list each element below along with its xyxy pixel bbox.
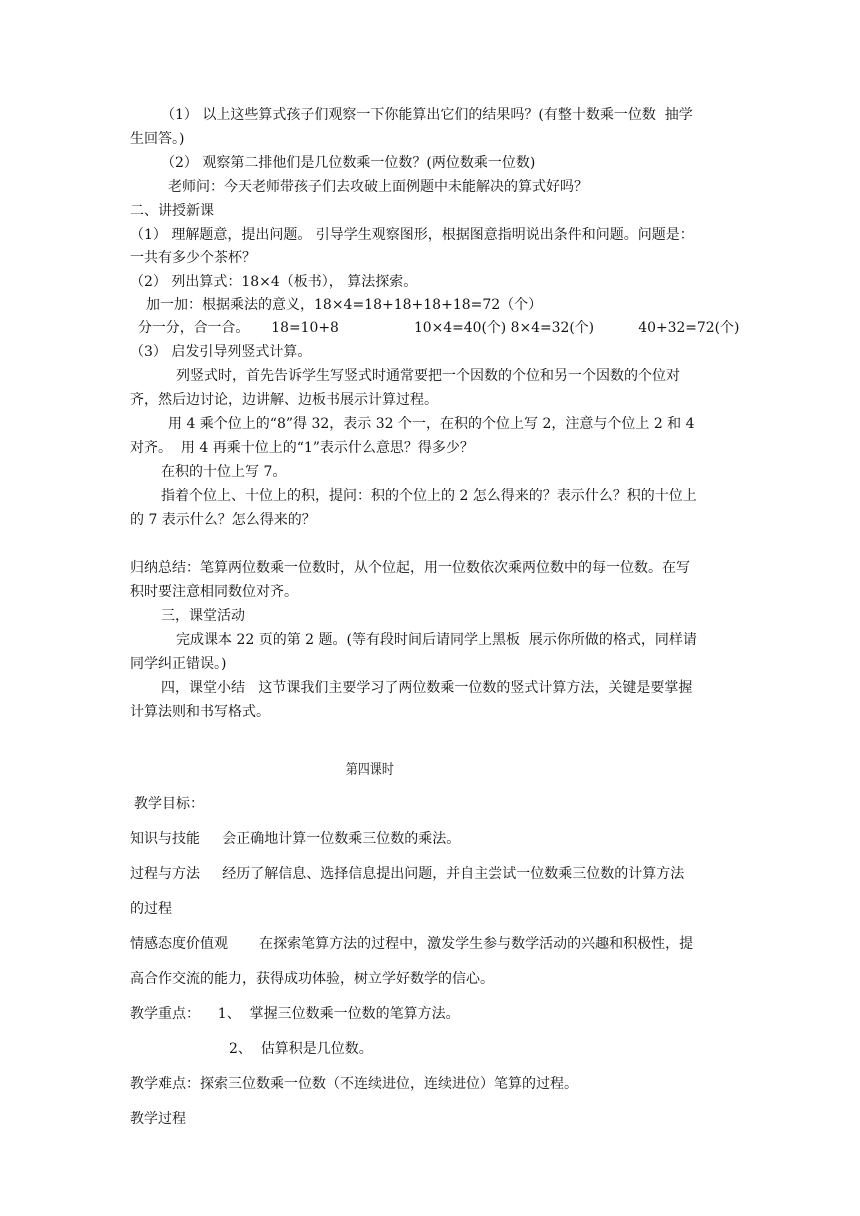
text-line: 老师问：今天老师带孩子们去攻破上面例题中未能解决的算式好吗？ — [168, 179, 588, 195]
text-line: 计算法则和书写格式。 — [130, 704, 270, 720]
section-heading: 三，课堂活动 — [161, 608, 245, 624]
section-heading: 二、讲授新课 — [130, 203, 214, 219]
text-line: 生回答。) — [130, 131, 185, 147]
text-line: 指着个位上、十位上的积，提问：积的个位上的 2 怎么得来的？表示什么？积的十位上 — [161, 488, 697, 504]
text-line: 齐，然后边讨论，边讲解、边板书展示计算过程。 — [130, 392, 438, 408]
text-line: （3） 启发引导列竖式计算。 — [130, 344, 312, 360]
text-line: 归纳总结：笔算两位数乘一位数时，从个位起，用一位数依次乘两位数中的每一位数。在写 — [130, 560, 690, 576]
lesson-title: 第四课时 — [345, 762, 394, 778]
text-line: 知识与技能 会正确地计算一位数乘三位数的乘法。 — [130, 831, 461, 847]
text-line: 分一分，合一合。 18=10+8 10×4=40(个) 8×4=32(个) 40+32=72(个) — [138, 320, 740, 336]
text-line: 教学难点：探索三位数乘一位数（不连续进位，连续进位）笔算的过程。 — [130, 1076, 578, 1092]
text-line: 积时要注意相同数位对齐。 — [130, 584, 298, 600]
text-line: 的 7 表示什么？怎么得来的？ — [130, 512, 316, 528]
text-line: （2） 列出算式：18×4（板书）， 算法探索。 — [130, 274, 418, 290]
text-line: （2） 观察第二排他们是几位数乘一位数？(两位数乘一位数) — [161, 155, 536, 171]
section-heading: 四，课堂小结 这节课我们主要学习了两位数乘一位数的竖式计算方法，关键是要掌握 — [161, 680, 693, 696]
text-line: 在积的十位上写 7。 — [161, 464, 287, 480]
text-line: 的过程 — [130, 901, 172, 917]
text-line: 高合作交流的能力，获得成功体验，树立学好数学的信心。 — [130, 971, 494, 987]
section-heading: 教学目标： — [134, 796, 204, 812]
section-heading: 教学过程 — [130, 1111, 186, 1127]
text-line: 加一加：根据乘法的意义，18×4=18+18+18+18=72（个） — [146, 297, 543, 313]
text-line: 过程与方法 经历了解信息、选择信息提出问题，并自主尝试一位数乘三位数的计算方法 — [130, 866, 685, 882]
text-line: （1） 理解题意，提出问题。 引导学生观察图形，根据图意指明说出条件和问题。问题是： — [130, 227, 694, 243]
text-line: 2、 估算积是几位数。 — [229, 1041, 373, 1057]
text-line: 同学纠正错误。) — [130, 656, 227, 672]
text-line: 用 4 乘个位上的“8”得 32，表示 32 个一，在积的个位上写 2，注意与个位上 2 和 4 — [168, 416, 695, 432]
text-line: 教学重点： 1、 掌握三位数乘一位数的笔算方法。 — [130, 1006, 460, 1022]
text-line: 一共有多少个茶杯？ — [130, 250, 256, 266]
text-line: 完成课本 22 页的第 2 题。(等有段时间后请同学上黑板 展示你所做的格式，同样请 — [176, 632, 697, 648]
text-line: 列竖式时，首先告诉学生写竖式时通常要把一个因数的个位和另一个因数的个位对 — [176, 368, 680, 384]
text-line: 情感态度价值观 在探索笔算方法的过程中，激发学生参与数学活动的兴趣和积极性，提 — [130, 936, 694, 952]
text-line: （1） 以上这些算式孩子们观察一下你能算出它们的结果吗？(有整十数乘一位数 抽学 — [161, 107, 693, 123]
text-line: 对齐。 用 4 再乘十位上的“1”表示什么意思？得多少？ — [130, 440, 474, 456]
